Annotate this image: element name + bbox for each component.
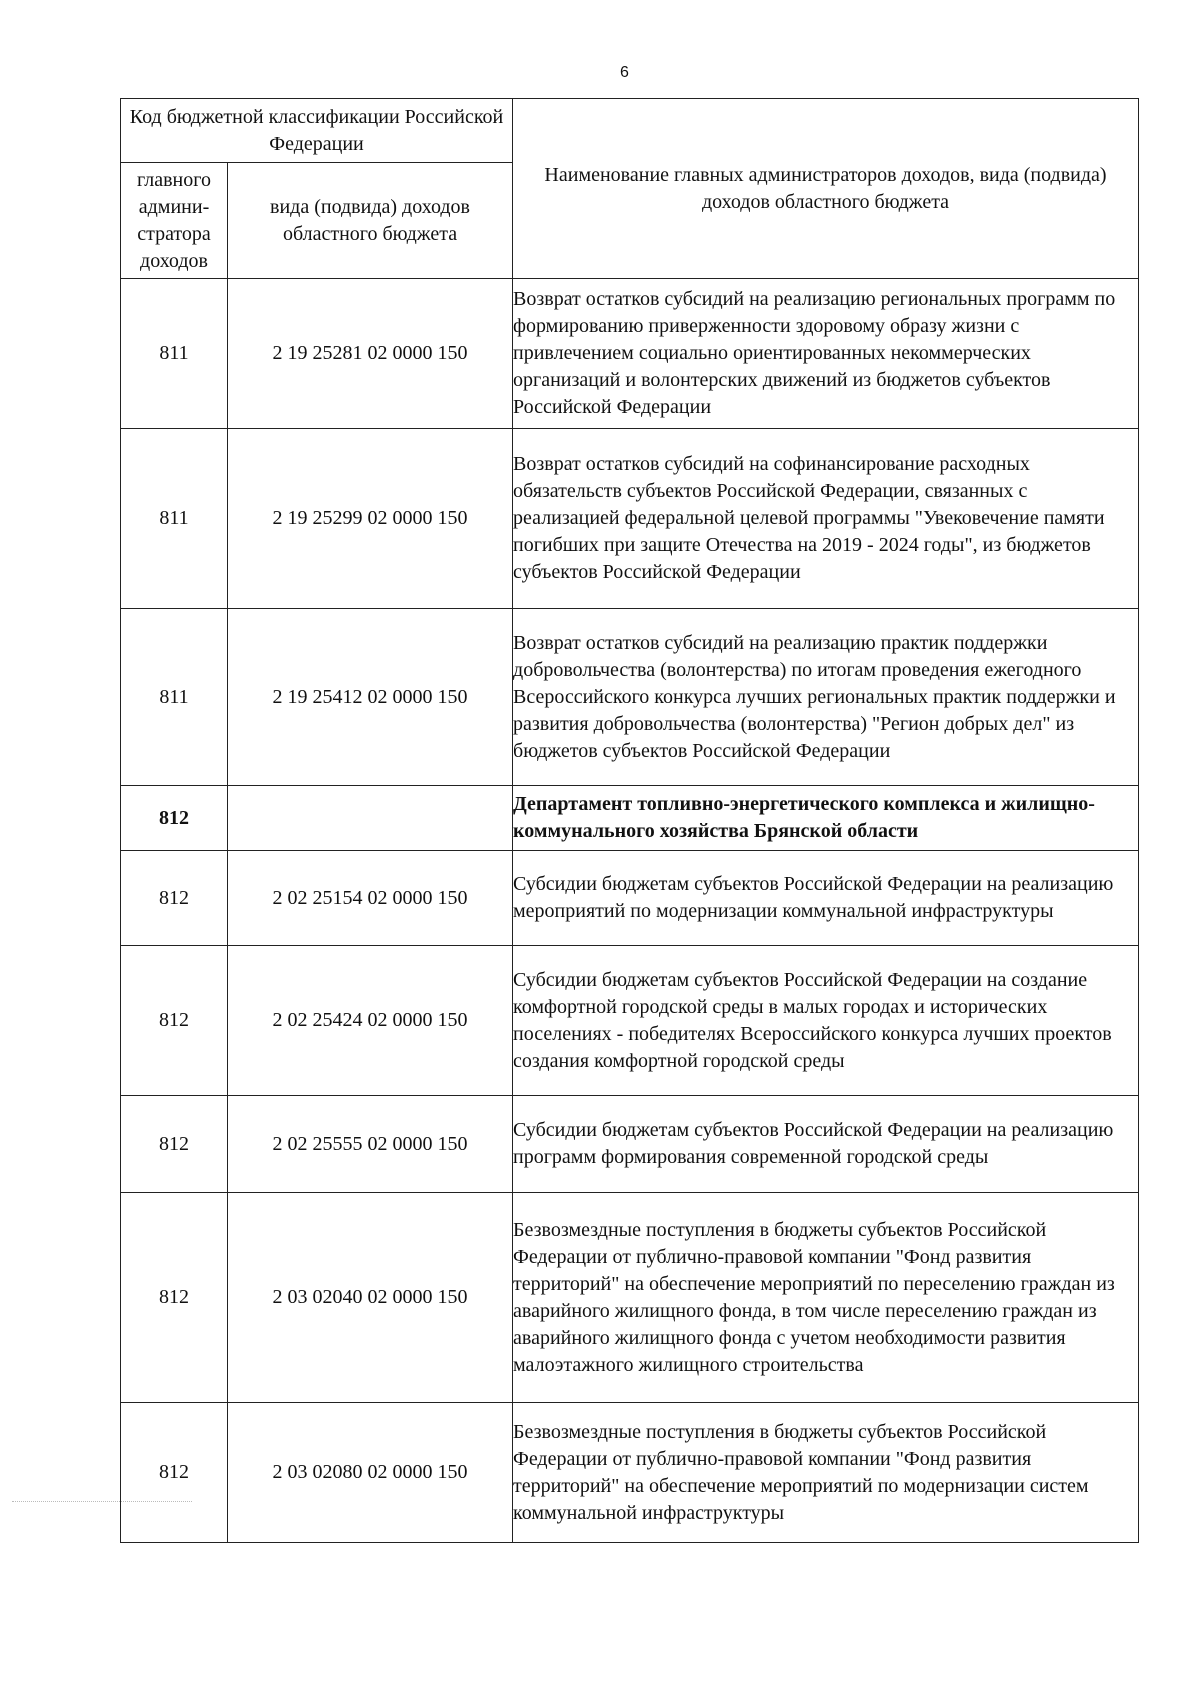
income-code-cell: 2 02 25555 02 0000 150	[228, 1096, 513, 1193]
department-row	[121, 786, 1139, 851]
budget-classification-table	[120, 98, 1139, 1543]
income-name-cell: Возврат остатков субсидий на софинансирование расходных обязательств субъектов Российской Федерации, связанных с реализацией федеральной целевой программы "Увековечение памяти погибших при защите Отечества на 2019 - 2024 годы", из бюджетов субъектов Российской Федерации	[513, 429, 1139, 609]
table-row	[121, 429, 1139, 609]
department-name-cell: Департамент топливно-энергетического комплекса и жилищно-коммунального хозяйства Брянской области	[513, 786, 1139, 851]
income-name-cell: Возврат остатков субсидий на реализацию региональных программ по формированию приверженности здоровому образу жизни с привлечением социально ориентированных некоммерческих организаций и волонтерских движений из бюджетов субъектов Российской Федерации	[513, 279, 1139, 429]
table-row	[121, 946, 1139, 1096]
admin-code-cell: 812	[121, 946, 228, 1096]
income-code-cell: 2 02 25424 02 0000 150	[228, 946, 513, 1096]
table-row	[121, 1096, 1139, 1193]
admin-column-header: главного админи-стратора доходов	[121, 163, 228, 279]
income-name-cell: Возврат остатков субсидий на реализацию практик поддержки добровольчества (волонтерства) по итогам проведения ежегодного Всероссийского конкурса лучших региональных практик поддержки и развития добровольчества (волонтерства) "Регион добрых дел" из бюджетов субъектов Российской Федерации	[513, 609, 1139, 786]
income-name-cell: Субсидии бюджетам субъектов Российской Федерации на реализацию программ формирования современной городской среды	[513, 1096, 1139, 1193]
name-column-header: Наименование главных администраторов доходов, вида (подвида) доходов областного бюджета	[513, 99, 1139, 279]
admin-code-cell: 811	[121, 429, 228, 609]
admin-code-cell: 812	[121, 1096, 228, 1193]
admin-code-cell: 811	[121, 279, 228, 429]
income-code-cell: 2 19 25412 02 0000 150	[228, 609, 513, 786]
page-number: 6	[620, 64, 629, 81]
income-code-cell: 2 03 02080 02 0000 150	[228, 1403, 513, 1543]
table-row	[121, 851, 1139, 946]
income-code-cell: 2 19 25281 02 0000 150	[228, 279, 513, 429]
income-name-cell: Безвозмездные поступления в бюджеты субъектов Российской Федерации от публично-правовой компании "Фонд развития территорий" на обеспечение мероприятий по модернизации систем коммунальной инфраструктуры	[513, 1403, 1139, 1543]
scan-artifact-divider	[12, 1501, 192, 1502]
admin-code-cell: 812	[121, 851, 228, 946]
income-code-cell: 2 03 02040 02 0000 150	[228, 1193, 513, 1403]
income-name-cell: Безвозмездные поступления в бюджеты субъектов Российской Федерации от публично-правовой компании "Фонд развития территорий" на обеспечение мероприятий по переселению граждан из аварийного жилищного фонда, в том числе переселению граждан из аварийного жилищного фонда с учетом необходимости развития малоэтажного жилищного строительства	[513, 1193, 1139, 1403]
table-row	[121, 1193, 1139, 1403]
kbk-header: Код бюджетной классификации Российской Федерации	[121, 99, 513, 163]
table-row	[121, 1403, 1139, 1543]
income-name-cell: Субсидии бюджетам субъектов Российской Федерации на создание комфортной городской среды в малых городах и исторических поселениях - победителях Всероссийского конкурса лучших проектов создания комфортной городской среды	[513, 946, 1139, 1096]
table-row	[121, 279, 1139, 429]
income-code-cell	[228, 786, 513, 851]
vid-column-header: вида (подвида) доходов областного бюджета	[228, 163, 513, 279]
admin-code-cell: 812	[121, 1403, 228, 1543]
admin-code-cell: 812	[121, 786, 228, 851]
income-name-cell: Субсидии бюджетам субъектов Российской Федерации на реализацию мероприятий по модернизации коммунальной инфраструктуры	[513, 851, 1139, 946]
admin-code-cell: 812	[121, 1193, 228, 1403]
income-code-cell: 2 02 25154 02 0000 150	[228, 851, 513, 946]
income-code-cell: 2 19 25299 02 0000 150	[228, 429, 513, 609]
table-row	[121, 609, 1139, 786]
admin-code-cell: 811	[121, 609, 228, 786]
